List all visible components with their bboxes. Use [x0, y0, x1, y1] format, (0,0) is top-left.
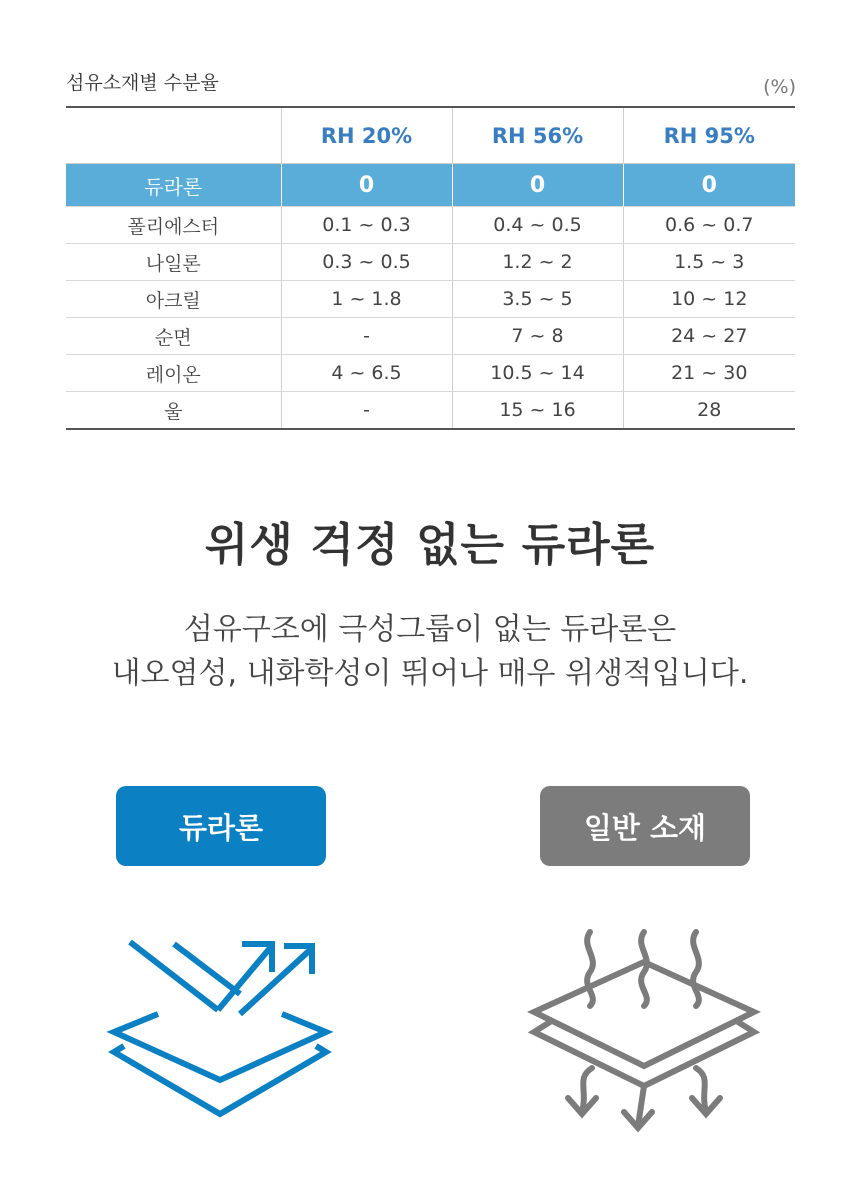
row-name: 아크릴 — [66, 281, 281, 318]
row-name: 순면 — [66, 318, 281, 355]
description — [0, 608, 860, 696]
cell-value: 1.5 ~ 3 — [623, 244, 795, 281]
table-row-polyester — [66, 207, 795, 244]
cell-value: 15 ~ 16 — [452, 392, 623, 430]
cell-value: 1 ~ 1.8 — [281, 281, 452, 318]
row-name: 레이온 — [66, 355, 281, 392]
cell-value: 24 ~ 27 — [623, 318, 795, 355]
cell-value: 10 ~ 12 — [623, 281, 795, 318]
table-title: 섬유소재별 수분율 — [66, 72, 219, 94]
cell-value: 4 ~ 6.5 — [281, 355, 452, 392]
moisture-table — [66, 106, 795, 430]
cell-value: 10.5 ~ 14 — [452, 355, 623, 392]
cell-value: - — [281, 392, 452, 430]
table-row-cotton — [66, 318, 795, 355]
cell-value: 3.5 ~ 5 — [452, 281, 623, 318]
table-row-wool — [66, 392, 795, 430]
header-cell-rh56: RH 56% — [452, 107, 623, 164]
description-line-2: 내오염성, 내화학성이 뛰어나 매우 위생적입니다. — [111, 656, 749, 691]
table-row-nylon — [66, 244, 795, 281]
cell-value: 1.2 ~ 2 — [452, 244, 623, 281]
header-cell-rh20: RH 20% — [281, 107, 452, 164]
cell-value: - — [281, 318, 452, 355]
row-name: 울 — [164, 400, 183, 423]
headline: 위생 걱정 없는 듀라론 — [204, 518, 656, 571]
cell-value: 0 — [281, 164, 452, 207]
row-name: 나일론 — [66, 244, 281, 281]
duralon-badge: 듀라론 — [116, 786, 326, 866]
cell-value: 0.4 ~ 0.5 — [452, 207, 623, 244]
cell-value: 0 — [452, 164, 623, 207]
cell-value: 21 ~ 30 — [623, 355, 795, 392]
table-row-duralon — [66, 164, 795, 207]
table-row-acrylic — [66, 281, 795, 318]
cell-value: 0 — [623, 164, 795, 207]
cell-value: 28 — [623, 392, 795, 430]
table-header-row — [66, 107, 795, 164]
header-cell-material — [66, 107, 281, 164]
cell-value: 0.6 ~ 0.7 — [623, 207, 795, 244]
general-material-badge: 일반 소재 — [540, 786, 750, 866]
absorb-layers-icon — [520, 926, 770, 1138]
repel-layers-icon — [100, 930, 340, 1130]
cell-value: 7 ~ 8 — [452, 318, 623, 355]
table-row-rayon — [66, 355, 795, 392]
cell-value: 0.3 ~ 0.5 — [281, 244, 452, 281]
description-line-1: 섬유구조에 극성그룹이 없는 듀라론은 — [183, 612, 677, 647]
cell-value: 0.1 ~ 0.3 — [281, 207, 452, 244]
row-name: 듀라론 — [66, 164, 281, 207]
header-cell-rh95: RH 95% — [623, 107, 795, 164]
table-unit: (%) — [763, 76, 796, 98]
row-name: 폴리에스터 — [66, 207, 281, 244]
